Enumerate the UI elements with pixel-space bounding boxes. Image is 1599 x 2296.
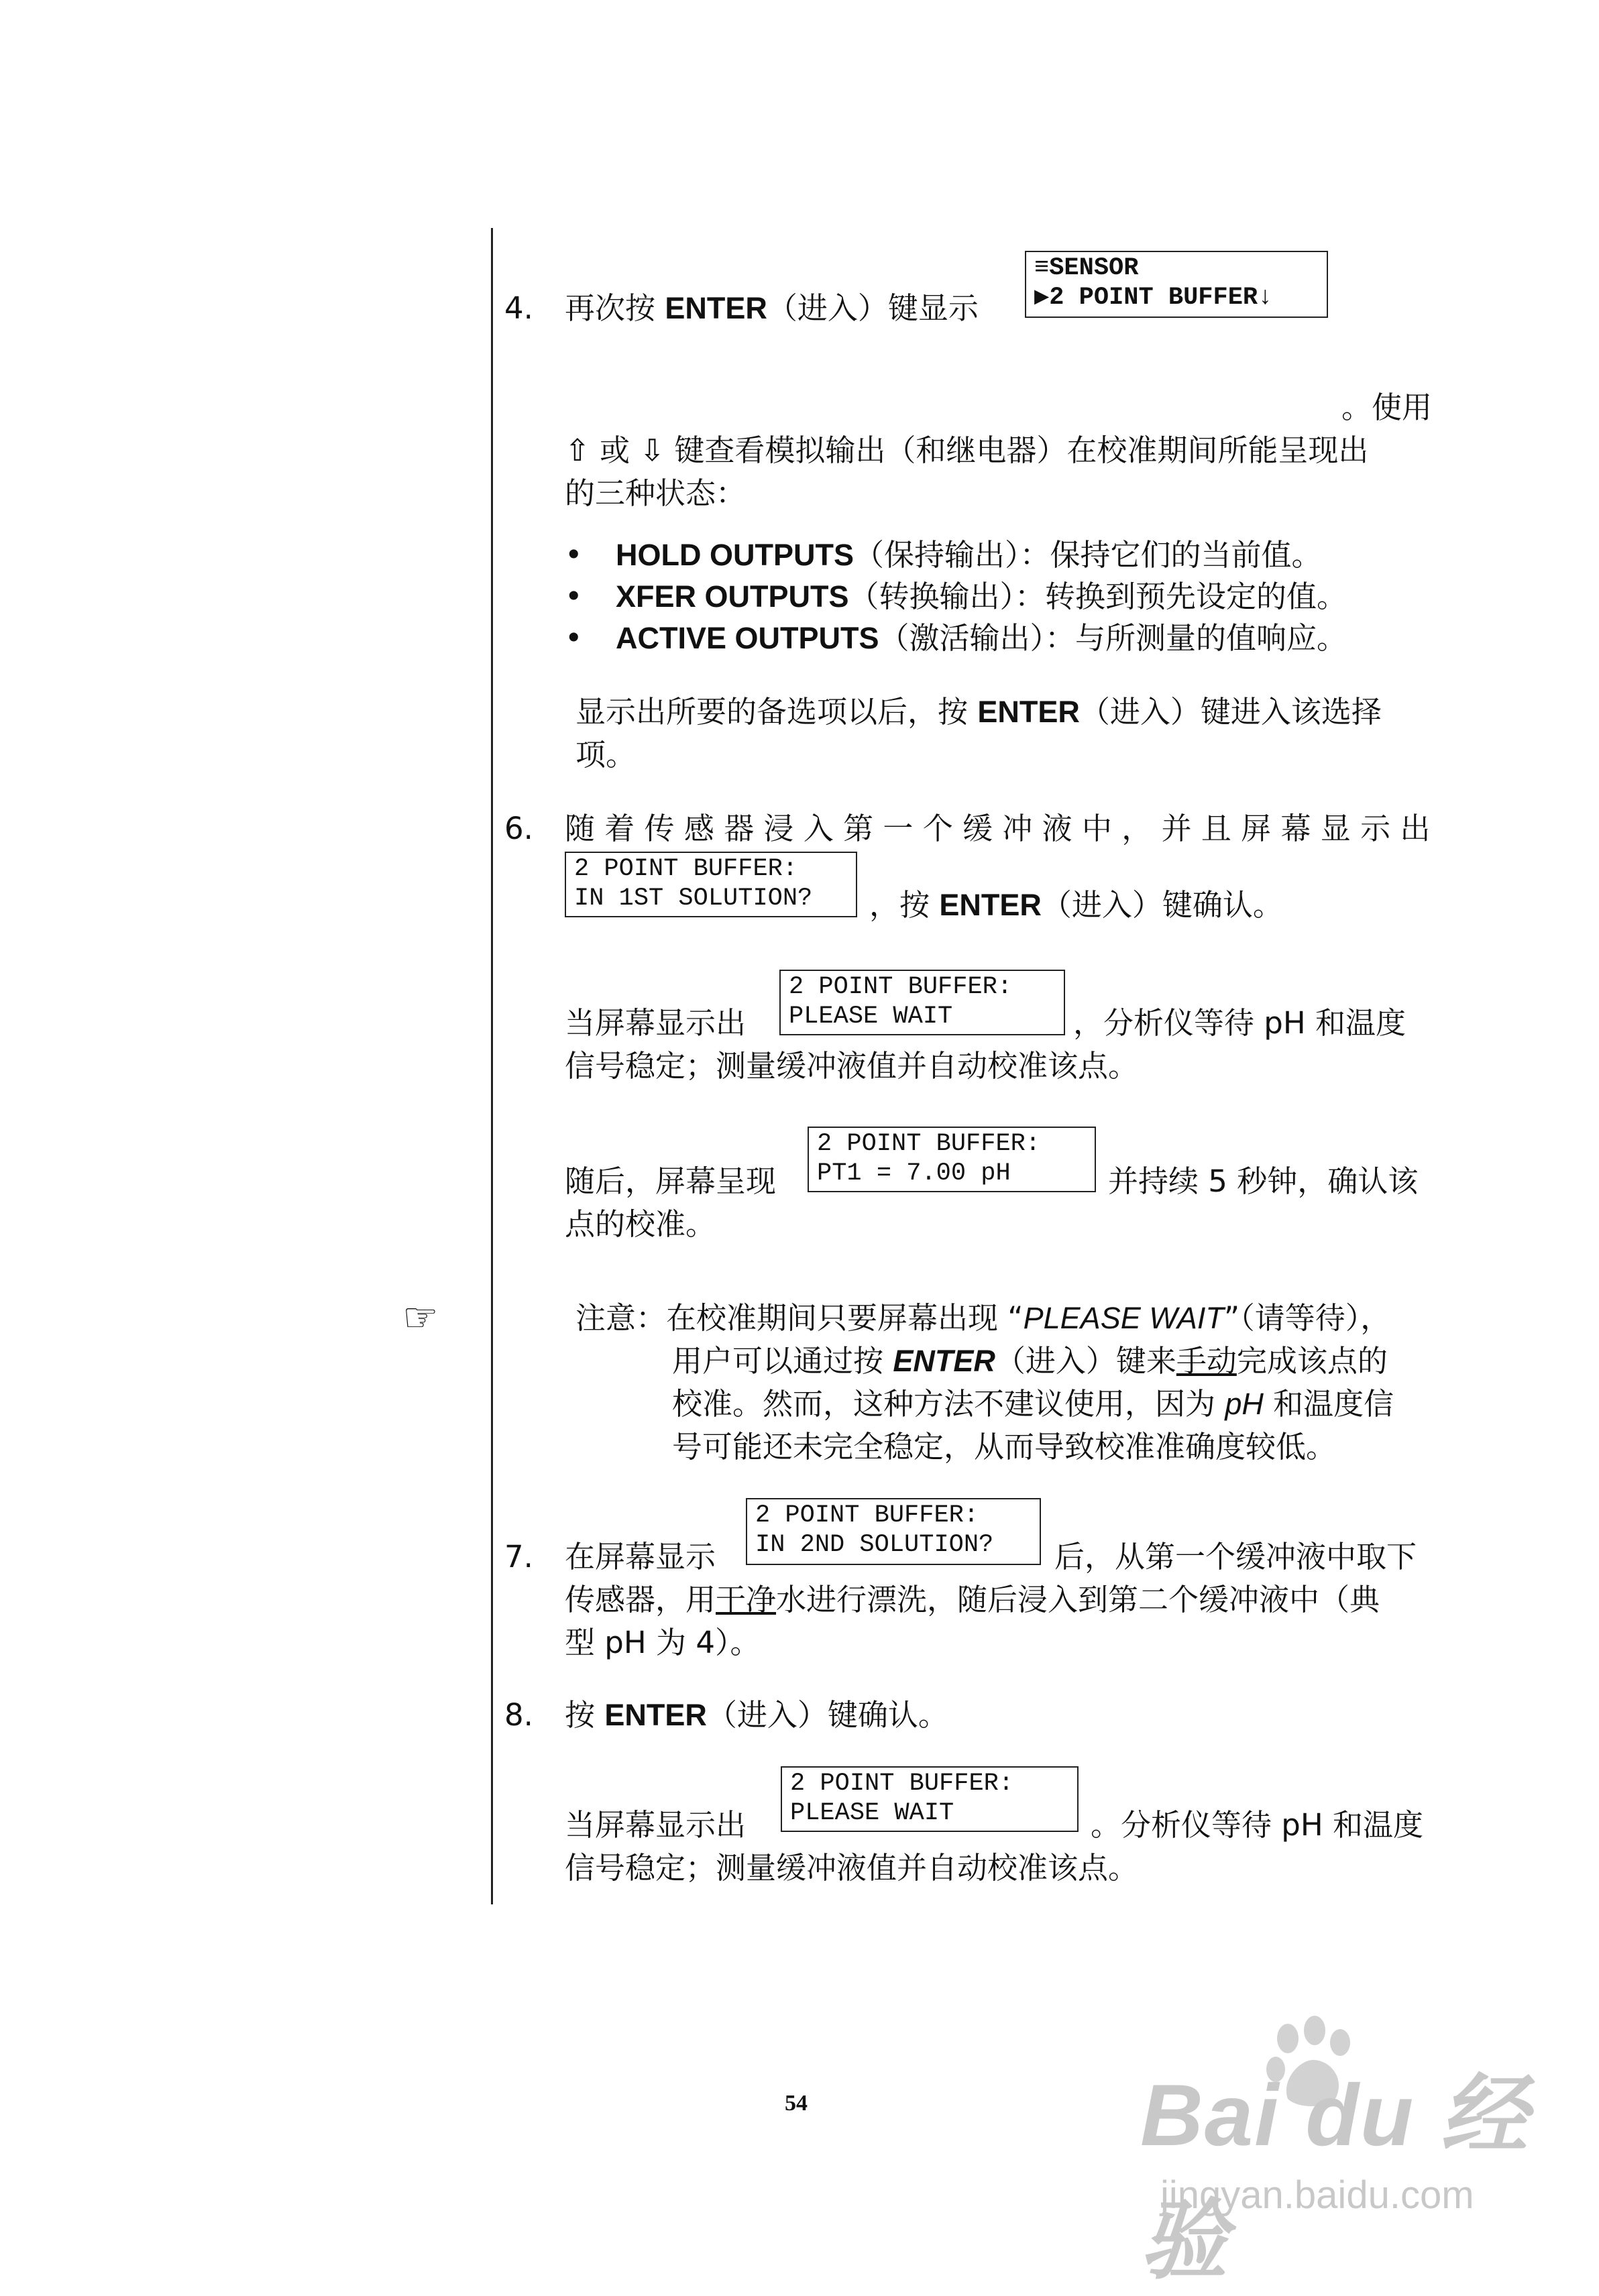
select-option-line-1: 显示出所要的备选项以后，按 ENTER（进入）键进入该选择 bbox=[575, 694, 1382, 730]
wait-1-post: ，分析仪等待 pH 和温度 bbox=[1073, 1005, 1407, 1041]
step-7-number: 7. bbox=[504, 1539, 533, 1574]
pt1-line-2: 点的校准。 bbox=[565, 1206, 716, 1242]
note-line-3: 校准。然而，这种方法不建议使用，因为 pH 和温度信 bbox=[672, 1386, 1394, 1422]
bullet-xfer-outputs: XFER OUTPUTS（转换输出）：转换到预先设定的值。 bbox=[616, 579, 1347, 614]
lcd-pt1-value: 2 POINT BUFFER: PT1 = 7.00 pH bbox=[808, 1127, 1096, 1192]
step-4-three-states: 的三种状态： bbox=[565, 475, 747, 511]
step-8-number: 8. bbox=[504, 1697, 533, 1733]
lcd-in-2nd-solution: 2 POINT BUFFER: IN 2ND SOLUTION? bbox=[746, 1498, 1041, 1565]
bullet-marker: • bbox=[565, 620, 583, 656]
pointing-hand-icon: ☞ bbox=[402, 1294, 439, 1341]
wait-2-pre: 当屏幕显示出 bbox=[565, 1807, 747, 1843]
note-line-1: 注意：在校准期间只要屏幕出现 “PLEASE WAIT”（请等待）， bbox=[575, 1300, 1391, 1336]
bullet-hold-outputs: HOLD OUTPUTS（保持输出）：保持它们的当前值。 bbox=[616, 537, 1322, 573]
baidu-watermark-url: jingyan.baidu.com bbox=[1160, 2173, 1474, 2217]
wait-2-post: 。分析仪等待 pH 和温度 bbox=[1091, 1807, 1424, 1843]
page-number: 54 bbox=[785, 2091, 808, 2116]
pt1-post: 并持续 5 秒钟，确认该 bbox=[1108, 1163, 1419, 1199]
pt1-pre: 随后，屏幕呈现 bbox=[565, 1163, 777, 1199]
step-6-number: 6. bbox=[504, 811, 533, 846]
step-8-text: 按 ENTER（进入）键确认。 bbox=[565, 1697, 948, 1733]
margin-rule bbox=[491, 228, 493, 1904]
note-line-4: 号可能还未完全稳定，从而导致校准准确度较低。 bbox=[672, 1429, 1337, 1465]
step-7-pre: 在屏幕显示 bbox=[565, 1539, 716, 1574]
wait-1-line-2: 信号稳定；测量缓冲液值并自动校准该点。 bbox=[565, 1048, 1139, 1084]
step-4-arrow-keys-line: ⇧ 或 ⇩ 键查看模拟输出（和继电器）在校准期间所能呈现出 bbox=[565, 433, 1369, 468]
step-7-line-2: 传感器，用干净水进行漂洗，随后浸入到第二个缓冲液中（典 bbox=[565, 1582, 1380, 1617]
step-6-confirm: ，按 ENTER（进入）键确认。 bbox=[869, 887, 1283, 923]
lcd-sensor-2-point-buffer: ≡SENSOR ▶2 POINT BUFFER↓ bbox=[1025, 251, 1328, 318]
lcd-please-wait-1: 2 POINT BUFFER: PLEASE WAIT bbox=[779, 970, 1065, 1035]
bullet-marker: • bbox=[565, 537, 583, 573]
bullet-marker: • bbox=[565, 579, 583, 614]
wait-1-pre: 当屏幕显示出 bbox=[565, 1005, 747, 1041]
wait-2-line-2: 信号稳定；测量缓冲液值并自动校准该点。 bbox=[565, 1850, 1139, 1886]
lcd-in-1st-solution: 2 POINT BUFFER: IN 1ST SOLUTION? bbox=[565, 852, 857, 917]
note-line-2: 用户可以通过按 ENTER（进入）键来手动完成该点的 bbox=[672, 1343, 1388, 1379]
bullet-active-outputs: ACTIVE OUTPUTS（激活输出）：与所测量的值响应。 bbox=[616, 620, 1347, 656]
lcd-please-wait-2: 2 POINT BUFFER: PLEASE WAIT bbox=[781, 1766, 1079, 1832]
baidu-watermark: Bai du 经验 bbox=[1140, 2066, 1529, 2289]
step-4-text: 再次按 ENTER（进入）键显示 bbox=[565, 290, 979, 326]
step-6-line-1: 随 着 传 感 器 浸 入 第 一 个 缓 冲 液 中 ， 并 且 屏 幕 显 示 出 bbox=[565, 811, 1431, 846]
step-7-post: 后，从第一个缓冲液中取下 bbox=[1054, 1539, 1417, 1574]
step-7-line-3: 型 pH 为 4）。 bbox=[565, 1625, 761, 1660]
select-option-line-2: 项。 bbox=[575, 737, 637, 772]
step-4-number: 4. bbox=[504, 290, 533, 326]
step-4-continued: 。使用 bbox=[1341, 390, 1433, 425]
